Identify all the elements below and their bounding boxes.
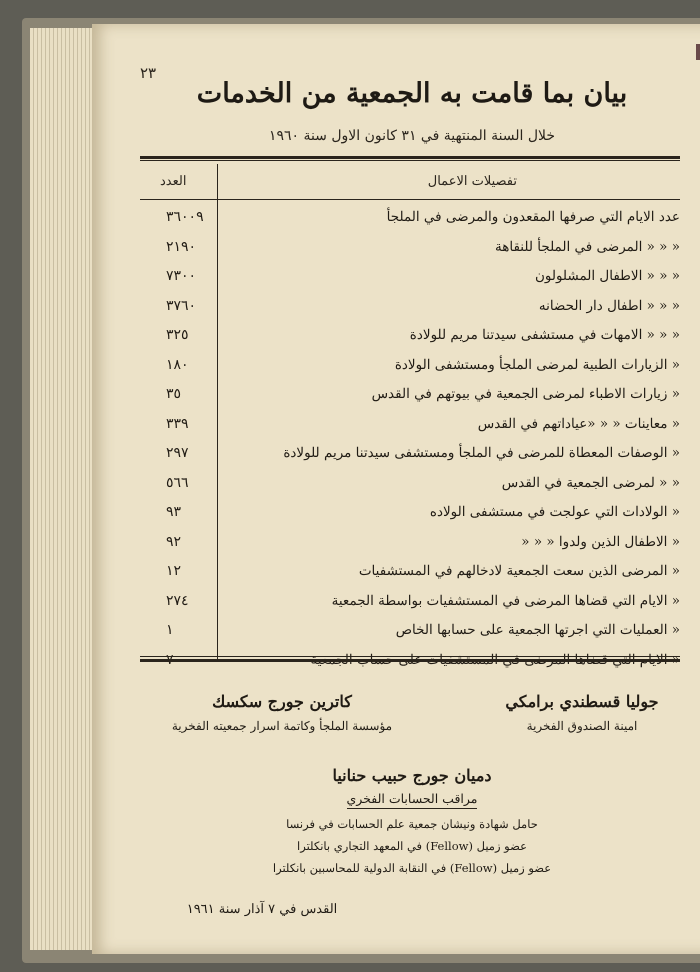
table-top-rule-thin xyxy=(140,160,680,161)
row-count: ١ xyxy=(166,622,174,638)
signatory-treasurer xyxy=(482,692,682,733)
table-row xyxy=(140,470,680,500)
page-tab-marker xyxy=(696,44,700,60)
row-description: « العمليات التي اجرتها الجمعية على حسابها الخاص xyxy=(395,622,680,638)
signatory-role: امينة الصندوق الفخرية xyxy=(526,719,638,733)
row-description: « « « اطفال دار الحضانه xyxy=(538,297,680,314)
auditor-credential: عضو زميل (Fellow) في المعهد التجاري بانكلترا xyxy=(297,839,527,853)
header-divider xyxy=(140,199,680,200)
row-count: ٣٦٠٠٩ xyxy=(166,209,204,225)
row-count: ٩٢ xyxy=(166,533,182,550)
row-count: ٥٦٦ xyxy=(166,474,189,491)
row-count: ٢٧٤ xyxy=(166,592,189,609)
signatory-name: جوليا قسطندي برامكي xyxy=(505,692,659,711)
signatory-name: كاترين جورج سكسك xyxy=(212,692,352,711)
table-row xyxy=(140,352,680,382)
auditor-role: مراقب الحسابات الفخري xyxy=(347,791,478,809)
page-title: بيان بما قامت به الجمعية من الخدمات xyxy=(196,78,628,109)
page-number: ٢٣ xyxy=(140,64,157,82)
table-row xyxy=(140,204,680,234)
row-count: ٩٣ xyxy=(166,504,182,520)
row-description: « الاطفال الذين ولدوا « « « xyxy=(521,533,680,550)
row-description: « الوصفات المعطاة للمرضى في الملجأ ومستشفى سيدتنا مريم للولادة xyxy=(283,445,680,461)
header-details: تفصيلات الاعمال xyxy=(427,174,517,189)
table-row xyxy=(140,529,680,559)
row-count: ١٢ xyxy=(166,563,182,579)
page xyxy=(92,24,700,954)
row-description: « « « الامهات في مستشفى سيدتنا مريم للولادة xyxy=(409,327,680,343)
auditor-block xyxy=(262,766,562,875)
row-description: « الايام التي قضاها المرضى في المستشفيات بواسطة الجمعية xyxy=(331,592,680,609)
auditor-credential: حامل شهادة ونيشان جمعية علم الحسابات في فرنسا xyxy=(286,817,538,831)
row-description: « « « الاطفال المشلولون xyxy=(534,268,680,284)
row-description: « زيارات الاطباء لمرضى الجمعية في بيوتهم في القدس xyxy=(371,386,680,402)
row-count: ٣٢٥ xyxy=(166,327,189,343)
row-description: « الزيارات الطبية لمرضى الملجأ ومستشفى الولادة xyxy=(394,356,680,373)
row-count: ٣٣٩ xyxy=(166,415,189,432)
table-row xyxy=(140,558,680,588)
row-count: ٢١٩٠ xyxy=(166,238,197,255)
page-subtitle: خلال السنة المنتهية في ٣١ كانون الاول سنة ١٩٦٠ xyxy=(268,128,556,144)
table-row xyxy=(140,499,680,529)
signatory-secretary xyxy=(162,692,402,733)
table-row xyxy=(140,411,680,441)
table-top-rule xyxy=(140,156,680,159)
row-count: ٣٧٦٠ xyxy=(166,297,197,314)
signatory-role: مؤسسة الملجأ وكاتمة اسرار جمعيته الفخرية xyxy=(171,719,393,733)
auditor-credential: عضو زميل (Fellow) في النقابة الدولية للمحاسبين بانكلترا xyxy=(272,861,552,875)
row-count: ١٨٠ xyxy=(166,356,189,373)
table-bottom-rule xyxy=(140,659,680,662)
table-row xyxy=(140,381,680,411)
row-description: « « لمرضى الجمعية في القدس xyxy=(501,474,680,491)
table-row xyxy=(140,234,680,264)
auditor-name: دميان جورج حبيب حنانيا xyxy=(332,766,492,785)
row-description: « معاينات « « «عياداتهم في القدس xyxy=(477,415,680,432)
row-description: « « « المرضى في الملجأ للنقاهة xyxy=(495,238,680,255)
row-description: « الولادات التي عولجت في مستشفى الولاده xyxy=(429,504,680,520)
row-count: ٣٥ xyxy=(166,386,182,402)
document-date: القدس في ٧ آذار سنة ١٩٦١ xyxy=(186,902,338,917)
table-row xyxy=(140,440,680,470)
table-row xyxy=(140,322,680,352)
row-count: ٢٩٧ xyxy=(166,445,189,461)
table-row xyxy=(140,293,680,323)
row-description: « المرضى الذين سعت الجمعية لادخالهم في المستشفيات xyxy=(358,563,680,579)
table-row xyxy=(140,263,680,293)
header-count: العدد xyxy=(160,174,187,189)
table-bottom-rule-thin xyxy=(140,656,680,657)
row-count: ٧٣٠٠ xyxy=(166,268,197,284)
table-row xyxy=(140,617,680,647)
table-row xyxy=(140,588,680,618)
row-description: عدد الايام التي صرفها المقعدون والمرضى في الملجأ xyxy=(386,209,680,225)
table-body xyxy=(140,204,680,676)
